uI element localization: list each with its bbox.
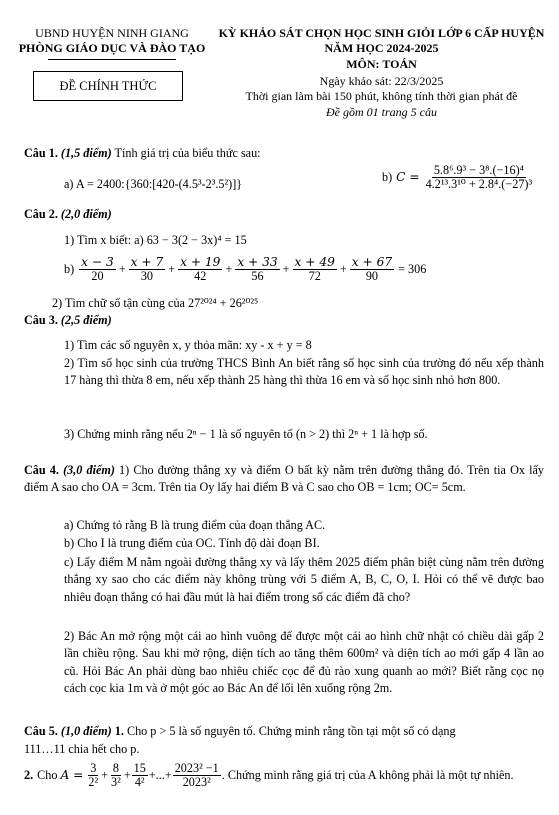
q2-frac-5-den: 90 <box>365 269 379 284</box>
q5-term-1-den: 3² <box>110 775 121 790</box>
q2-frac-2-den: 42 <box>194 269 207 284</box>
q4-b: b) Cho I là trung điểm của OC. Tính độ dài đoạn BI. <box>64 536 320 550</box>
q2-p1b-rhs: = 306 <box>398 262 427 277</box>
school-year: NĂM HỌC 2024-2025 <box>324 41 439 56</box>
org-line1: UBND HUYỆN NINH GIANG <box>35 26 189 40</box>
q5-p2 <box>24 762 514 790</box>
plus-sign: + <box>339 262 347 277</box>
q5-p1: Cho p > 5 là số nguyên tố. Chứng minh rằng tồn tại một số có dạng <box>126 724 456 738</box>
subject: MÔN: TOÁN <box>346 56 417 71</box>
q5-term-1-num: 8 <box>112 761 119 775</box>
q4-a: a) Chứng tỏ rằng B là trung điểm của đoạn thẳng AC. <box>64 518 326 532</box>
q4-intro <box>24 462 544 496</box>
q5-title: Câu 5. <box>24 724 58 738</box>
plus-sign: + <box>118 262 126 277</box>
duration: Thời gian làm bài 150 phút, không tính thời gian phát đề <box>245 89 518 104</box>
q1-b <box>382 164 535 192</box>
q5-term-2-num: 15 <box>133 761 146 775</box>
q2-frac-3-num: x + 33 <box>237 255 278 269</box>
q2-frac-3 <box>235 256 279 284</box>
q4-p2: 2) Bác An mở rộng một cái ao hình vuông để được một cái ao hình chữ nhật có chiều dài gấp 2 lần chiều rộng. Sau khi mở rộng, diện tích ao tăng thêm 600m² và diện tích ao mới gấp 4 lần ao cũ. Hỏi Bác An phải dùng bao nhiêu chiếc cọc để đủ rào xung quanh ao mới? Biết rằng cọc nọ cách cọc kia 1m và ở một góc ao Bác An để lối lên xuống rộng 2m. <box>64 629 544 695</box>
q2-frac-0 <box>79 256 116 284</box>
q5-term-2 <box>132 762 148 790</box>
q5-term-3 <box>173 762 221 790</box>
q1-b-var: C = <box>396 170 420 185</box>
q2-title: Câu 2. <box>24 207 58 221</box>
q5-heading <box>24 724 544 740</box>
q2-p2: 2) Tìm chữ số tận cùng của 27²⁰²⁴ + 26²⁰²⁵ <box>52 296 259 310</box>
q4-c: c) Lấy điểm M nằm ngoài đường thẳng xy và lấy thêm 2025 điểm phân biệt cùng nằm trên đường thẳng xy sao cho các điểm này không trùng với 5 điểm A, B, C, O, I. Hỏi có thể vẽ được bao nhiêu đoạn thẳng có hai đầu mút là hai điểm trong số các điểm đã cho? <box>64 555 544 604</box>
header-right <box>214 26 549 120</box>
q2-frac-0-num: x − 3 <box>81 255 114 269</box>
q5-p2-var: A = <box>60 768 84 783</box>
q2-frac-1-num: x + 7 <box>130 255 164 269</box>
q3-p2: 2) Tìm số học sinh của trường THCS Bình An biết rằng số học sinh của trường đó nếu xếp thành 17 hàng thì thừa 8 em, nếu xếp thành 25 hàng thì thừa 16 em và số học sinh nhỏ hơn 800. <box>64 356 544 388</box>
q2-frac-0-den: 20 <box>91 269 104 284</box>
q5-p2-post: . Chứng minh rằng giá trị của A không phải là một tự nhiên. <box>221 768 514 783</box>
q5-term-3-den: 2023² <box>182 775 211 790</box>
exam-title: KỲ KHẢO SÁT CHỌN HỌC SINH GIỎI LỚP 6 CẤP HUYỆN <box>218 26 545 40</box>
q2-frac-5 <box>350 256 394 284</box>
pages-note: Đề gồm 01 trang 5 câu <box>326 104 437 119</box>
q2-frac-4-den: 72 <box>308 269 321 284</box>
q5-p2-pre: Cho <box>37 768 58 783</box>
q1-b-fraction <box>424 164 535 192</box>
plus-sign: + <box>282 262 290 277</box>
q1-b-numerator: 5.8⁶.9³ − 3⁸.(−16)⁴ <box>433 163 524 177</box>
exam-date: Ngày khảo sát: 22/3/2025 <box>319 74 444 89</box>
q2-frac-1-den: 30 <box>140 269 154 284</box>
q5-p2-ellipsis: +...+ <box>148 768 172 783</box>
plus-sign: + <box>123 768 131 783</box>
q2-points: (2,0 điểm) <box>60 207 112 221</box>
q4-title: Câu 4. <box>24 463 59 477</box>
q2-frac-4 <box>293 256 337 284</box>
q1-heading <box>24 146 544 162</box>
plus-sign: + <box>101 768 108 783</box>
q3-title: Câu 3. <box>24 313 58 327</box>
header-left-rule <box>48 59 176 60</box>
q5-term-0 <box>86 762 100 790</box>
q2-p1b <box>64 256 426 284</box>
q3-p3: 3) Chứng minh rằng nếu 2ⁿ − 1 là số nguyên tố (n > 2) thì 2ⁿ + 1 là hợp số. <box>64 427 428 441</box>
q4-points: (3,0 điểm) <box>63 463 115 477</box>
q5-points: (1,0 điểm) <box>60 724 112 738</box>
q5-term-0-num: 3 <box>90 761 97 775</box>
q2-frac-2 <box>178 256 222 284</box>
q3-p1: 1) Tìm các số nguyên x, y thỏa mãn: xy - x + y = 8 <box>64 338 312 352</box>
q5-p2-label: 2. <box>24 768 34 783</box>
q2-p1a: 1) Tìm x biết: a) 63 − 3(2 − 3x)⁴ = 15 <box>64 233 247 247</box>
q5-p1-cont: 111…11 chia hết cho p. <box>24 742 140 756</box>
q5-term-3-num: 2023² −1 <box>174 761 219 775</box>
q1-a: a) A = 2400:{360:[420-(4.5³-2³.5²)]} <box>64 177 243 191</box>
q4-intro-text: 1) Cho đường thẳng xy và điểm O bất kỳ nằm trên đường thẳng đó. Trên tia Ox lấy điểm A sao cho OA = 3cm. Trên tia Oy lấy hai điểm B và C sao cho OB = 1cm; OC= 5cm. <box>24 463 544 495</box>
q1-prompt: Tính giá trị của biểu thức sau: <box>114 146 261 160</box>
plus-sign: + <box>225 262 233 277</box>
q1-b-label: b) <box>382 170 393 185</box>
org-line2: PHÒNG GIÁO DỤC VÀ ĐÀO TẠO <box>18 41 206 56</box>
q2-frac-4-num: x + 49 <box>294 255 335 269</box>
q1-points: (1,5 điểm) <box>60 146 112 160</box>
q2-frac-3-den: 56 <box>251 269 264 284</box>
q5-term-2-den: 4² <box>134 775 145 790</box>
q2-frac-2-num: x + 19 <box>180 255 221 269</box>
plus-sign: + <box>168 262 176 277</box>
q1-title: Câu 1. <box>24 146 58 160</box>
q3-heading <box>24 313 544 329</box>
official-box <box>33 71 183 101</box>
q2-frac-1 <box>129 256 166 284</box>
q3-points: (2,5 điểm) <box>60 313 112 327</box>
header-left <box>16 26 208 57</box>
q2-frac-5-num: x + 67 <box>351 255 393 269</box>
q2-heading <box>24 207 544 223</box>
official-label: ĐỀ CHÍNH THỨC <box>59 79 157 93</box>
q2-p1b-label: b) <box>64 262 75 277</box>
q5-p1-label: 1. <box>114 724 124 738</box>
q5-term-1 <box>109 762 123 790</box>
q5-term-0-den: 2² <box>88 775 99 790</box>
q1-b-denominator: 4.2¹³.3¹⁰ + 2.8⁴.(−27)³ <box>425 177 533 192</box>
